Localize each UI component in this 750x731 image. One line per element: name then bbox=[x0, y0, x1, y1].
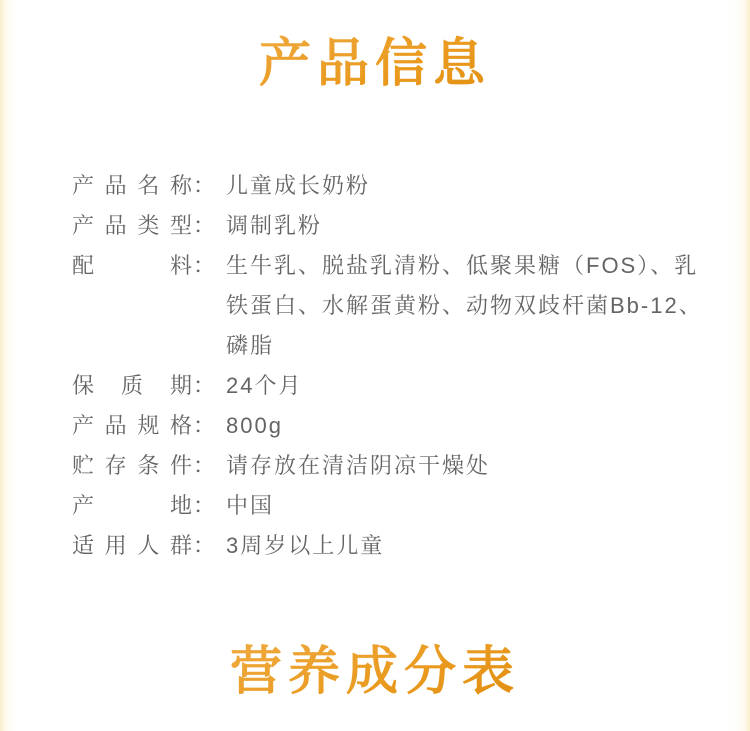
origin-value: 中国 bbox=[226, 493, 275, 518]
colon: ： bbox=[192, 253, 215, 278]
colon: ： bbox=[192, 213, 215, 238]
product-attributes-list bbox=[0, 166, 750, 566]
product-name-label: 产品名称 bbox=[72, 173, 192, 198]
storage-label: 贮存条件 bbox=[72, 453, 192, 478]
product-type-value: 调制乳粉 bbox=[226, 213, 323, 238]
ingredients-value: 生牛乳、脱盐乳清粉、低聚果糖（FOS）、乳铁蛋白、水解蛋黄粉、动物双歧杆菌Bb-12、磷脂 bbox=[226, 253, 703, 358]
target-group-value: 3周岁以上儿童 bbox=[226, 533, 385, 558]
target-group-row bbox=[72, 526, 722, 566]
colon: ： bbox=[192, 413, 215, 438]
colon: ： bbox=[192, 373, 215, 398]
spec-value: 800g bbox=[226, 413, 283, 438]
shelf-life-label: 保质期 bbox=[72, 373, 192, 398]
product-name-row bbox=[72, 166, 722, 206]
storage-value: 请存放在清洁阴凉干燥处 bbox=[226, 453, 491, 478]
storage-row bbox=[72, 446, 722, 486]
spec-row bbox=[72, 406, 722, 446]
product-name-value: 儿童成长奶粉 bbox=[226, 173, 371, 198]
shelf-life-row bbox=[72, 366, 722, 406]
colon: ： bbox=[192, 173, 215, 198]
nutrition-facts-title: 营养成分表 bbox=[0, 642, 750, 702]
colon: ： bbox=[192, 453, 215, 478]
product-type-row bbox=[72, 206, 722, 246]
ingredients-row bbox=[72, 246, 722, 366]
target-group-label: 适用人群 bbox=[72, 533, 192, 558]
colon: ： bbox=[192, 533, 215, 558]
product-info-title: 产品信息 bbox=[0, 34, 750, 94]
origin-label: 产地 bbox=[72, 493, 192, 518]
colon: ： bbox=[192, 493, 215, 518]
shelf-life-value: 24个月 bbox=[226, 373, 303, 398]
origin-row bbox=[72, 486, 722, 526]
product-type-label: 产品类型 bbox=[72, 213, 192, 238]
spec-label: 产品规格 bbox=[72, 413, 192, 438]
ingredients-label: 配料 bbox=[72, 253, 192, 278]
